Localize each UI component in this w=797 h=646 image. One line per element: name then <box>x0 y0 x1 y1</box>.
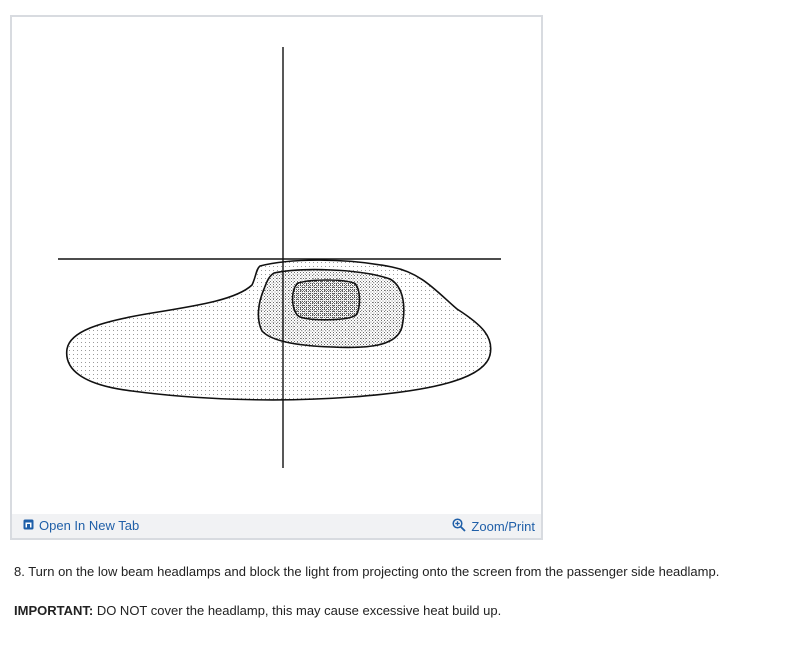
hot-spot-contour <box>293 280 360 320</box>
open-in-new-tab-label: Open In New Tab <box>39 518 140 533</box>
open-in-new-tab-link[interactable] <box>23 518 139 533</box>
zoom-print-label: Zoom/Print <box>471 519 535 534</box>
important-note <box>14 603 501 618</box>
figure-toolbar <box>12 514 541 538</box>
important-note-text: DO NOT cover the headlamp, this may cause excessive heat build up. <box>93 603 502 618</box>
zoom-in-icon <box>452 518 466 535</box>
figure-card <box>10 15 543 540</box>
headlamp-beam-pattern-diagram <box>12 17 541 514</box>
important-label: IMPORTANT: <box>14 603 94 618</box>
zoom-print-link[interactable] <box>452 518 535 535</box>
open-in-new-tab-icon <box>23 518 34 533</box>
step-8-instruction: 8. Turn on the low beam headlamps and block the light from projecting onto the screen from the passenger side headlamp. <box>14 564 720 579</box>
